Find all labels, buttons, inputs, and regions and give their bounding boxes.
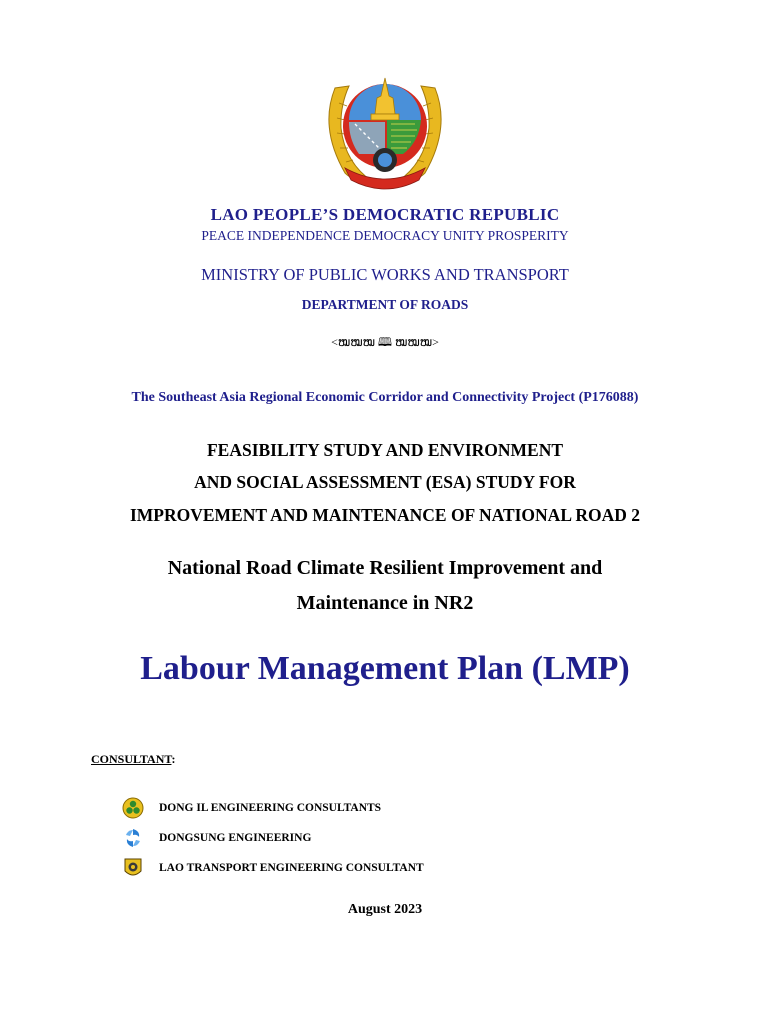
ltec-logo-icon — [122, 857, 144, 879]
publication-date: August 2023 — [347, 902, 423, 917]
firm-name: DONG IL ENGINEERING CONSULTANTS — [159, 802, 382, 814]
study-title-line: AND SOCIAL ASSESSMENT (ESA) STUDY FOR — [194, 472, 576, 492]
document-title: Labour Management Plan (LMP) — [140, 650, 630, 687]
consultant-firm — [122, 796, 381, 820]
department-name: DEPARTMENT OF ROADS — [301, 297, 469, 312]
national-motto: PEACE INDEPENDENCE DEMOCRACY UNITY PROSPERITY — [201, 228, 569, 243]
consultant-label: CONSULTANT: — [91, 752, 176, 766]
ministry-name: MINISTRY OF PUBLIC WORKS AND TRANSPORT — [201, 265, 569, 284]
project-name: The Southeast Asia Regional Economic Corridor and Connectivity Project (P176088) — [131, 390, 639, 405]
ornament-divider: <ໝໝໝ 🕮 ໝໝໝ> — [331, 335, 439, 349]
firm-name: LAO TRANSPORT ENGINEERING CONSULTANT — [159, 862, 424, 874]
firm-name: DONGSUNG ENGINEERING — [159, 832, 312, 844]
study-title-line: IMPROVEMENT AND MAINTENANCE OF NATIONAL ROAD 2 — [129, 505, 641, 525]
country-name: LAO PEOPLE’S DEMOCRATIC REPUBLIC — [210, 205, 560, 224]
consultant-firm — [122, 826, 311, 850]
lao-national-emblem-icon — [315, 58, 455, 193]
dongsung-logo-icon — [122, 827, 144, 849]
consultant-firm — [122, 856, 424, 880]
subtitle-line: National Road Climate Resilient Improvement and — [167, 557, 603, 579]
study-title-line: FEASIBILITY STUDY AND ENVIRONMENT — [206, 440, 564, 460]
dongil-logo-icon — [122, 797, 144, 819]
subtitle-line: Maintenance in NR2 — [296, 592, 474, 614]
